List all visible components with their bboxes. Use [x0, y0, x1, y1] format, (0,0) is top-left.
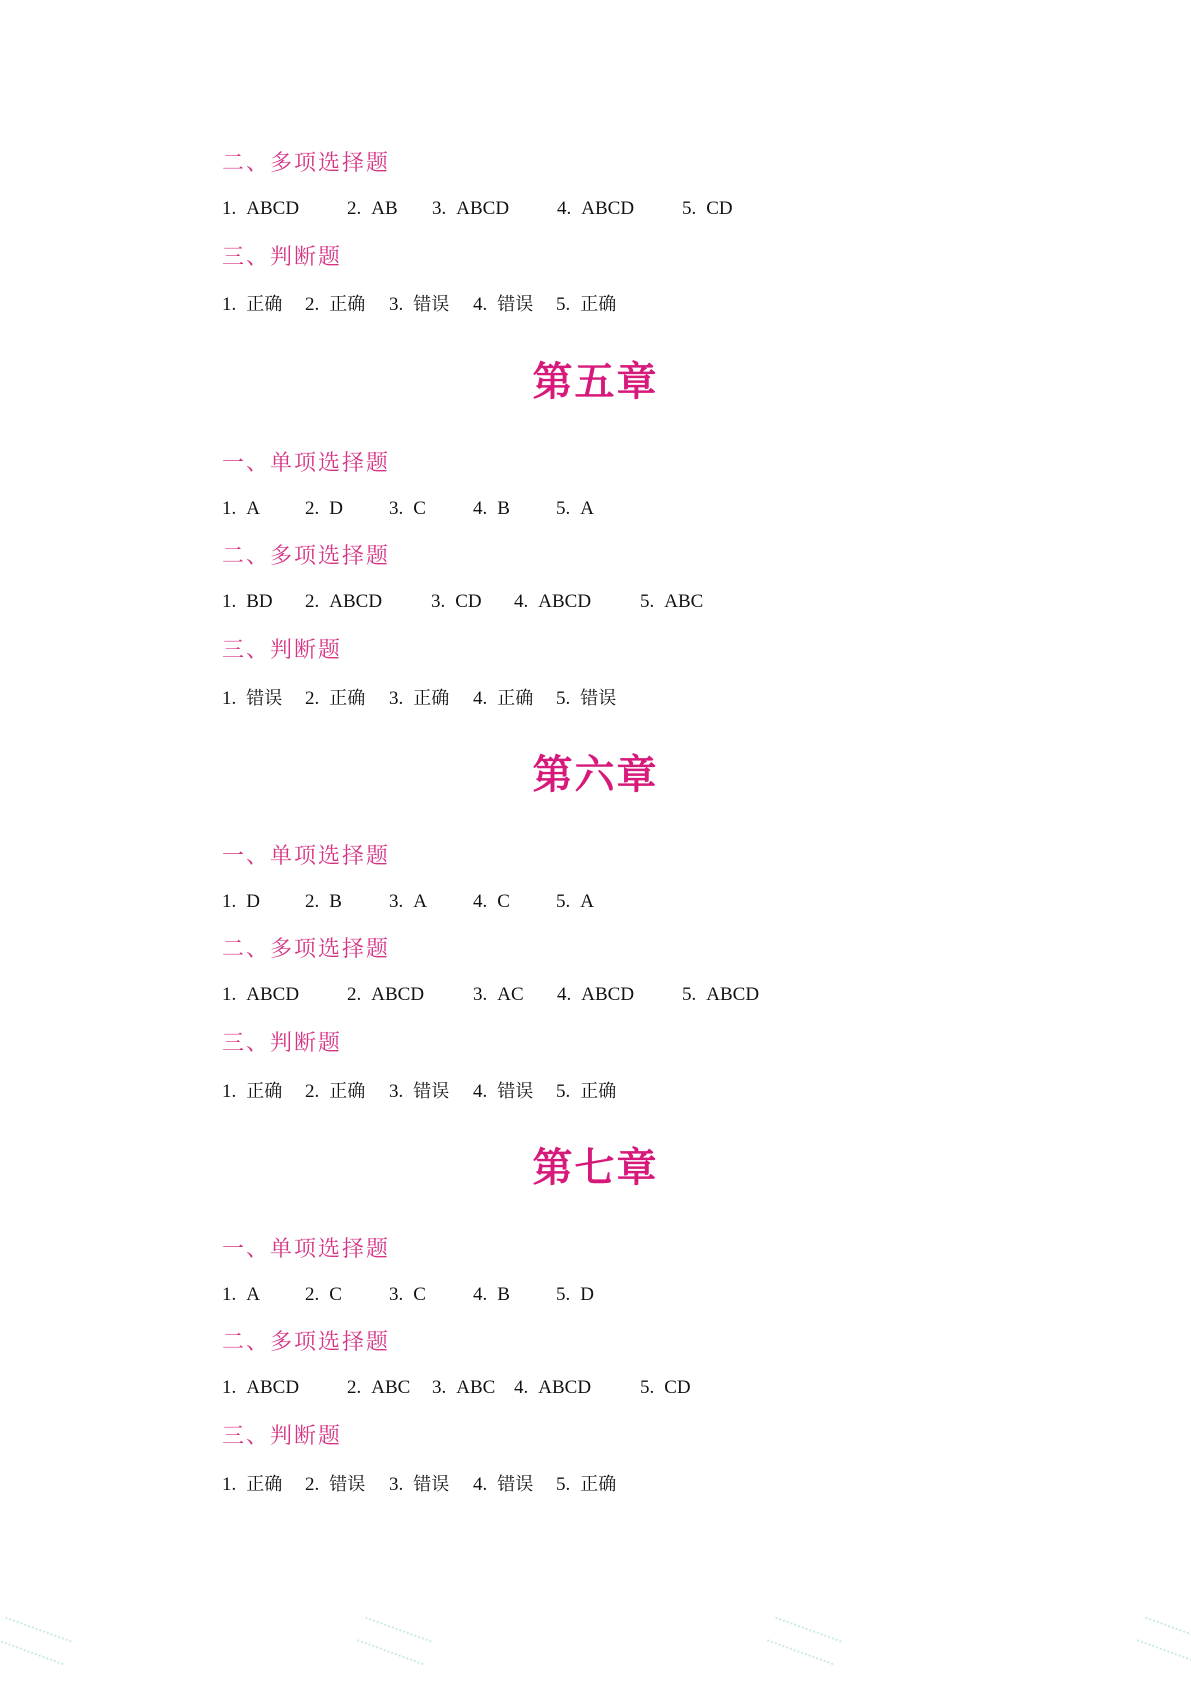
- section-heading: 二、多项选择题: [222, 937, 391, 962]
- section-heading: 二、多项选择题: [222, 544, 391, 569]
- answer-item: 2. ABCD: [305, 591, 383, 612]
- chapter-title: 第五章: [532, 359, 659, 405]
- answer-item: 5. 正确: [556, 1474, 617, 1495]
- answer-item: 2. 正确: [305, 688, 366, 709]
- answer-item: 4. 错误: [473, 294, 534, 315]
- answer-item: 5. ABCD: [682, 984, 760, 1005]
- answer-item: 2. ABC: [347, 1377, 411, 1398]
- section-heading: 三、判断题: [222, 1424, 343, 1449]
- answer-item: 4. 正确: [473, 688, 534, 709]
- answer-item: 1. 正确: [222, 1474, 283, 1495]
- section-heading: 三、判断题: [222, 1031, 343, 1056]
- answer-item: 2. 正确: [305, 1081, 366, 1102]
- answer-item: 3. CD: [431, 591, 482, 612]
- answer-item: 5. A: [556, 498, 594, 519]
- answer-item: 2. 正确: [305, 294, 366, 315]
- answer-item: 2. D: [305, 498, 343, 519]
- answer-item: 3. C: [389, 1284, 426, 1305]
- answer-item: 5. D: [556, 1284, 594, 1305]
- answer-item: 3. A: [389, 891, 427, 912]
- answer-item: 4. B: [473, 498, 510, 519]
- answer-item: 4. B: [473, 1284, 510, 1305]
- answer-item: 1. D: [222, 891, 260, 912]
- answer-item: 4. 错误: [473, 1081, 534, 1102]
- answer-item: 4. ABCD: [557, 984, 635, 1005]
- section-heading: 二、多项选择题: [222, 1330, 391, 1355]
- answer-item: 1. BD: [222, 591, 273, 612]
- answer-item: 5. ABC: [640, 591, 704, 612]
- chapter-title: 第七章: [532, 1145, 659, 1191]
- answer-item: 4. ABCD: [514, 1377, 592, 1398]
- answer-item: 1. ABCD: [222, 1377, 300, 1398]
- answer-item: 1. A: [222, 498, 260, 519]
- answer-item: 2. ABCD: [347, 984, 425, 1005]
- answer-item: 5. CD: [682, 198, 733, 219]
- answer-item: 3. 正确: [389, 688, 450, 709]
- answer-item: 5. A: [556, 891, 594, 912]
- answer-item: 4. ABCD: [514, 591, 592, 612]
- answer-item: 5. CD: [640, 1377, 691, 1398]
- answer-item: 1. A: [222, 1284, 260, 1305]
- answer-item: 5. 正确: [556, 1081, 617, 1102]
- section-heading: 三、判断题: [222, 245, 343, 270]
- answer-item: 4. 错误: [473, 1474, 534, 1495]
- section-heading: 二、多项选择题: [222, 151, 391, 176]
- answer-item: 1. 正确: [222, 294, 283, 315]
- answer-item: 3. ABCD: [432, 198, 510, 219]
- answer-item: 3. C: [389, 498, 426, 519]
- watermark-mark: [768, 1617, 841, 1662]
- answer-item: 3. 错误: [389, 294, 450, 315]
- answer-item: 1. 正确: [222, 1081, 283, 1102]
- watermark-mark: [358, 1617, 431, 1662]
- section-heading: 一、单项选择题: [222, 844, 391, 869]
- answer-item: 3. ABC: [432, 1377, 496, 1398]
- answer-item: 3. 错误: [389, 1081, 450, 1102]
- answer-item: 3. 错误: [389, 1474, 450, 1495]
- answer-item: 1. 错误: [222, 688, 283, 709]
- answer-item: 2. 错误: [305, 1474, 366, 1495]
- section-heading: 三、判断题: [222, 638, 343, 663]
- section-heading: 一、单项选择题: [222, 1237, 391, 1262]
- watermark-mark: [1138, 1617, 1191, 1662]
- answer-item: 1. ABCD: [222, 198, 300, 219]
- chapter-title: 第六章: [532, 752, 659, 798]
- answer-item: 5. 错误: [556, 688, 617, 709]
- answer-item: 5. 正确: [556, 294, 617, 315]
- answer-item: 2. C: [305, 1284, 342, 1305]
- watermark-mark: [0, 1617, 72, 1662]
- answer-item: 4. C: [473, 891, 510, 912]
- answer-item: 2. AB: [347, 198, 398, 219]
- answer-item: 1. ABCD: [222, 984, 300, 1005]
- answer-item: 2. B: [305, 891, 342, 912]
- answer-item: 3. AC: [473, 984, 524, 1005]
- answer-item: 4. ABCD: [557, 198, 635, 219]
- section-heading: 一、单项选择题: [222, 451, 391, 476]
